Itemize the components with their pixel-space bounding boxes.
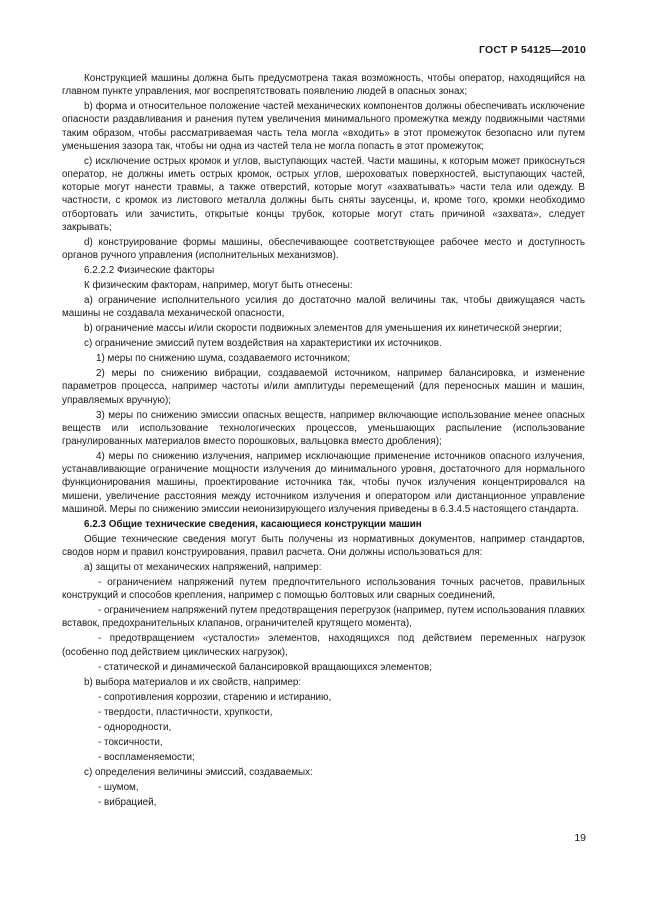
- paragraph: b) форма и относительное положение частей механических компонентов должны обеспечивать исключение опасности раздавливания и ранения путем увеличения минимального промежутка между подвижными частями таким образом, чтобы рассматриваемая часть тела могла «входить» в этот промежуток безопасно или путем уменьшения зазора так, чтобы ни одна из частей тела не могла попасть в этот промежуток;: [62, 101, 585, 152]
- standard-header: ГОСТ Р 54125—2010: [478, 44, 586, 56]
- paragraph: - твердости, пластичности, хрупкости,: [98, 706, 273, 718]
- paragraph: - воспламеняемости;: [98, 751, 195, 763]
- paragraph: - ограничением напряжений путем предпочтительного использования точных расчетов, правильных конструкций и способов крепления, например с помощью болтовых или сварных соединений,: [62, 577, 585, 602]
- paragraph: Общие технические сведения могут быть получены из нормативных документов, например стандартов, сводов норм и правил конструирования, правил расчета. Они должны использоваться для:: [62, 533, 585, 559]
- paragraph: с) определения величины эмиссий, создаваемых:: [84, 766, 313, 778]
- paragraph: - статической и динамической балансировкой вращающихся элементов;: [98, 661, 432, 673]
- paragraph: 3) меры по снижению эмиссии опасных веществ, например включающие использование менее опасных веществ или использование технологических процессов, уменьшающих распыление (использование гранулированных материалов вместо порошковых, вальцовка вместо дробления);: [62, 409, 585, 448]
- paragraph: - сопротивления коррозии, старению и истиранию,: [98, 691, 332, 703]
- paragraph: 1) меры по снижению шума, создаваемого источником;: [96, 353, 351, 365]
- paragraph: с) ограничение эмиссий путем воздействия на характеристики их источников.: [84, 338, 442, 350]
- paragraph: а) ограничение исполнительного усилия до достаточно малой величины так, чтобы движущаяся часть машины не создавала механической опасности,: [62, 295, 585, 320]
- paragraph: d) конструирование формы машины, обеспечивающее соответствующее рабочее место и доступность органов ручного управления (исполнительных механизмов).: [62, 236, 585, 262]
- paragraph: Конструкцией машины должна быть предусмотрена такая возможность, чтобы оператор, находящийся на главном пункте управления, мог воспрепятствовать появлению людей в опасных зонах;: [62, 73, 585, 98]
- paragraph: b) выбора материалов и их свойств, например:: [84, 676, 302, 688]
- section-heading: 6.2.3 Общие технические сведения, касающиеся конструкции машин: [84, 518, 422, 530]
- paragraph: 4) меры по снижению излучения, например исключающие применение источников опасного излучения, устанавливающие ограничение мощности излучения до минимального уровня, достаточного для нормального функционирования машины, проектирование источника так, чтобы пучок излучения концентрировался на мишени, увеличение расстояния между источником излучения и оператором или дистанционное управление машиной. Меры по снижению эмиссии неионизирующего излучения приведены в 6.3.4.5 настоящего стандарта.: [62, 451, 585, 515]
- paragraph: а) защиты от механических напряжений, например:: [84, 562, 322, 574]
- page-number: 19: [574, 832, 586, 844]
- paragraph: - однородности,: [98, 721, 172, 733]
- paragraph: b) ограничение массы и/или скорости подвижных элементов для уменьшения их кинетической энергии;: [84, 323, 562, 335]
- document-body: [62, 72, 585, 811]
- paragraph: - ограничением напряжений путем предотвращения перегрузок (например, путем использования плавких вставок, предохранительных клапанов, ограничителей крутящего момента),: [62, 605, 585, 630]
- paragraph: - токсичности,: [98, 736, 163, 748]
- paragraph: 2) меры по снижению вибрации, создаваемой источником, например балансировка, и изменение параметров процесса, например частоты и/или амплитуды перемещений (для переносных машин и машин, управляемых вручную);: [62, 368, 585, 406]
- paragraph: с) исключение острых кромок и углов, выступающих частей. Части машины, к которым может прикоснуться оператор, не должны иметь острых кромок, острых углов, шероховатых поверхностей, выступающих частей, которые могут нанести травмы, а также отверстий, которые могут «захватывать» части тела или одежду. В частности, с кромок из листового металла должны быть сняты заусенцы, и, кроме того, кромки необходимо отбортовать или зачистить, открытые концы трубок, которые могут стать причиной «захвата», следует закрывать;: [62, 155, 585, 233]
- paragraph: - вибрацией,: [98, 796, 157, 808]
- paragraph: - предотвращением «усталости» элементов, находящихся под действием переменных нагрузок (особенно под действием циклических нагрузок),: [62, 633, 585, 658]
- paragraph: К физическим факторам, например, могут быть отнесены:: [84, 280, 353, 292]
- paragraph: 6.2.2.2 Физические факторы: [84, 265, 215, 277]
- paragraph: - шумом,: [98, 781, 139, 793]
